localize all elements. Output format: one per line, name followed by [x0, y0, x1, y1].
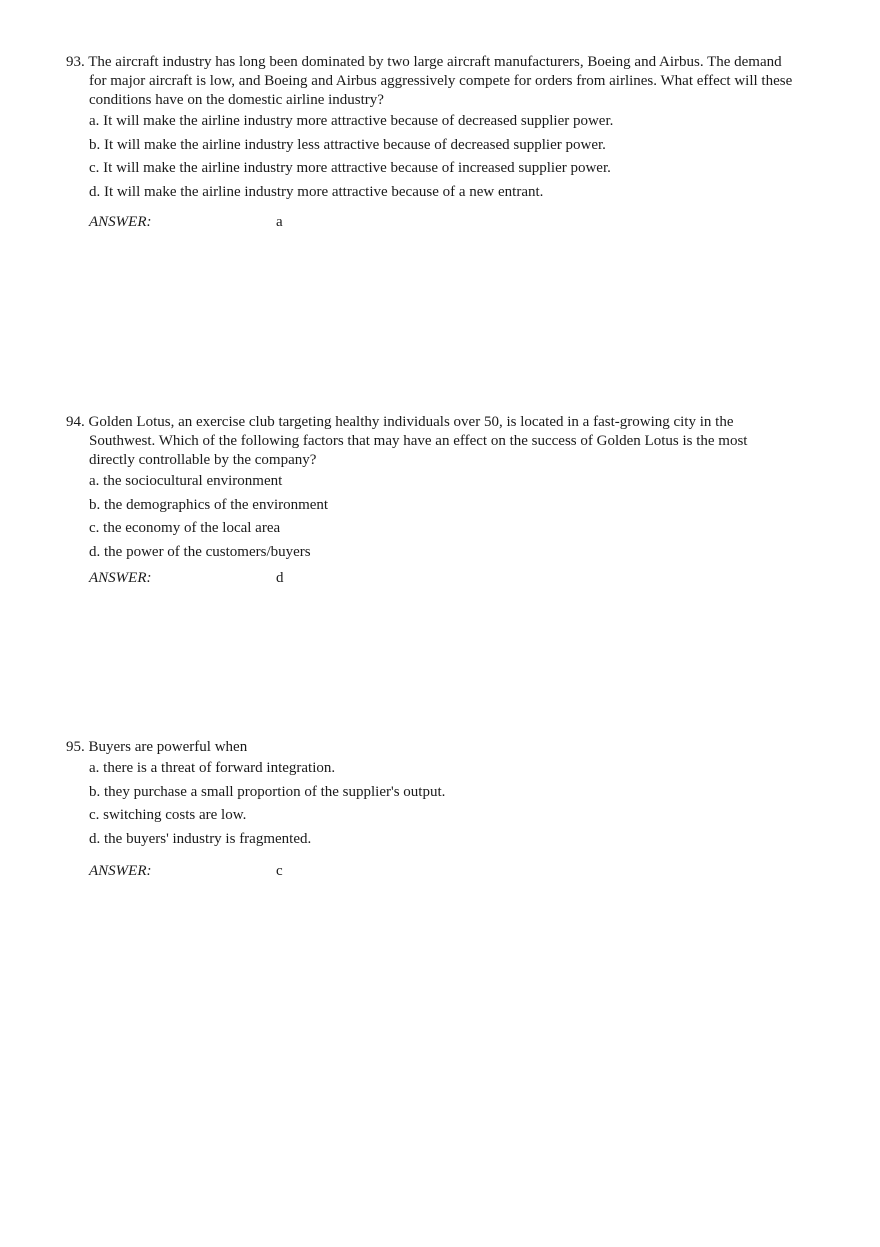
answer-label: ANSWER:	[89, 214, 152, 230]
question-text: The aircraft industry has long been dominated by two large aircraft manufacturers, Boeing and Airbus. The demand for major aircraft is low, and Boeing and Airbus aggressively compete for orders from airlines. What effect will these conditions have on the domestic airline industry?	[88, 54, 793, 108]
question-number: 93.	[66, 54, 85, 70]
question-stem	[66, 53, 796, 110]
answer-label: ANSWER:	[89, 570, 152, 586]
option-a: a. there is a threat of forward integration.	[89, 760, 336, 776]
option-d: d. the power of the customers/buyers	[89, 543, 311, 560]
answer-row	[89, 214, 796, 234]
answer-label: ANSWER:	[89, 863, 152, 879]
question-stem	[66, 738, 796, 757]
question-95	[66, 738, 796, 883]
question-94	[66, 413, 796, 590]
option-b: b. they purchase a small proportion of the supplier's output.	[89, 783, 446, 800]
question-text: Golden Lotus, an exercise club targeting healthy individuals over 50, is located in a fast-growing city in the Southwest. Which of the following factors that may have an effect on the success of Golden Lotus is the most directly controllable by the company?	[88, 414, 748, 468]
option-b: b. It will make the airline industry less attractive because of decreased supplier power.	[89, 136, 606, 153]
option-d: d. the buyers' industry is fragmented.	[89, 830, 312, 847]
option-d: d. It will make the airline industry more attractive because of a new entrant.	[89, 183, 544, 200]
option-list	[66, 470, 796, 564]
option-c: c. It will make the airline industry more attractive because of increased supplier power.	[89, 160, 611, 176]
answer-row	[89, 570, 796, 590]
answer-value: d	[276, 570, 284, 586]
option-c: c. the economy of the local area	[89, 520, 281, 536]
option-a: a. the sociocultural environment	[89, 473, 283, 489]
option-b: b. the demographics of the environment	[89, 496, 329, 513]
option-a: a. It will make the airline industry more attractive because of decreased supplier power.	[89, 113, 614, 129]
option-list	[66, 757, 796, 851]
option-c: c. switching costs are low.	[89, 807, 247, 823]
question-93	[66, 53, 796, 234]
question-number: 95.	[66, 739, 85, 755]
answer-row	[89, 863, 796, 883]
option-list	[66, 110, 796, 204]
answer-value: c	[276, 863, 283, 879]
question-stem	[66, 413, 796, 470]
question-text: Buyers are powerful when	[88, 739, 248, 755]
question-number: 94.	[66, 414, 85, 430]
answer-value: a	[276, 214, 283, 230]
